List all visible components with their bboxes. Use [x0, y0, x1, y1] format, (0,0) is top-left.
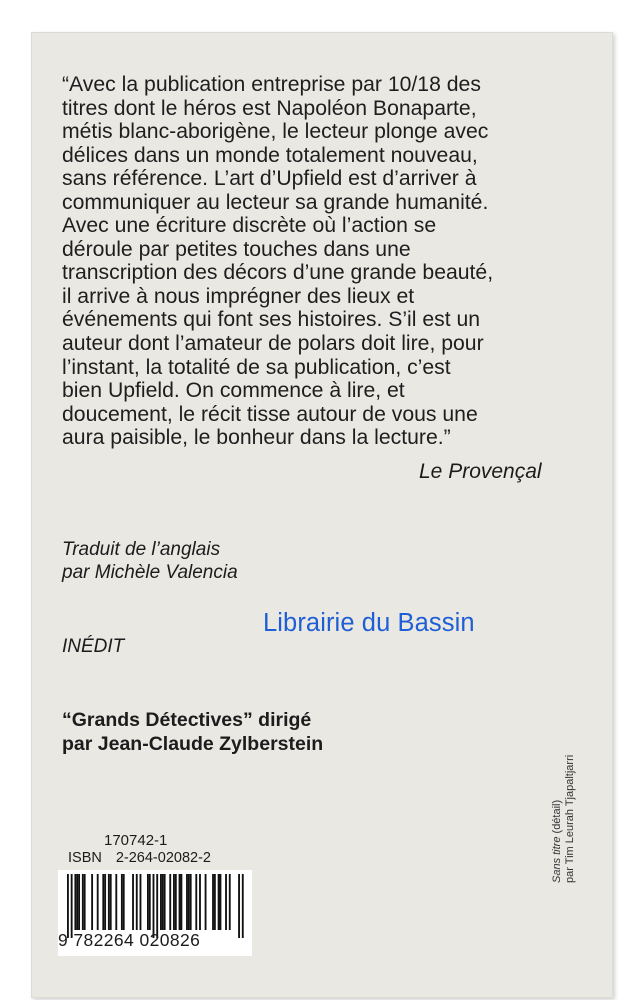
barcode-bar: [242, 874, 244, 938]
quote-line: transcription des décors d’une grande beauté,: [62, 261, 494, 285]
barcode-bar: [214, 874, 216, 930]
barcode-bar: [115, 874, 117, 930]
quote-line: bien Upfield. On commence à lire, et: [62, 379, 405, 403]
product-code: 170742-1: [104, 832, 168, 849]
collection-title: “Grands Détectives” dirigé: [62, 709, 312, 731]
barcode-bar: [164, 874, 166, 930]
barcode-bar: [173, 874, 175, 930]
barcode-bar: [180, 874, 182, 930]
barcode-bar: [78, 874, 80, 930]
quote-line: délices dans un monde totalement nouveau,: [62, 143, 478, 167]
barcode-bar: [199, 874, 201, 930]
cover-art-credit: [551, 755, 577, 883]
barcode-bar: [186, 874, 188, 930]
barcode-bar: [97, 874, 99, 930]
barcode-bar: [153, 874, 155, 938]
barcode-bar: [82, 874, 84, 930]
barcode-bar: [74, 874, 76, 930]
quote-line: communiquer au lecteur sa grande humanité.: [62, 190, 489, 214]
barcode-bar: [102, 874, 104, 930]
barcode-bar: [136, 874, 138, 930]
barcode-bar: [188, 874, 190, 930]
quote-line: déroule par petites touches dans une: [62, 237, 411, 261]
barcode-bar: [225, 874, 227, 930]
isbn-number: 2-264-02082-2: [115, 850, 211, 866]
quote-line: sans référence. L’art d’Upfield est d’arriver à: [62, 167, 477, 191]
barcode-bar: [71, 874, 73, 938]
review-quote: [62, 73, 602, 450]
barcode-bar: [218, 874, 220, 930]
translation-credit: [62, 538, 238, 584]
barcode-bar: [110, 874, 112, 930]
barcode-bar: [190, 874, 192, 930]
barcode-bar: [179, 874, 181, 930]
barcode-bar: [238, 874, 240, 938]
barcode-bar: [149, 874, 151, 930]
cover-art-title: Sans titre (détail): [551, 799, 563, 883]
isbn-row: [68, 850, 211, 866]
quote-line: événements qui font ses histoires. S’il est un: [62, 308, 481, 332]
translation-line-1: Traduit de l’anglais: [62, 539, 221, 560]
barcode-bar: [140, 874, 142, 930]
barcode-bar: [123, 874, 125, 930]
barcode-bar: [84, 874, 86, 930]
barcode-bar: [169, 874, 171, 930]
barcode-bar: [162, 874, 164, 930]
quote-line: métis blanc-aborigène, le lecteur plonge avec: [62, 120, 489, 144]
barcode-bar: [132, 874, 134, 930]
barcode-bar: [156, 874, 158, 938]
bookshop-stamp: Librairie du Bassin: [263, 609, 475, 637]
barcode-bar: [160, 874, 162, 930]
barcode-bar: [76, 874, 78, 930]
edition-note: INÉDIT: [62, 636, 125, 657]
barcode-bar: [147, 874, 149, 930]
quote-line: l’instant, la totalité de sa publication, c’est: [62, 355, 451, 379]
barcode-bar: [108, 874, 110, 930]
barcode-digits: 9 782264 020826: [58, 930, 201, 950]
barcode-bar: [91, 874, 93, 930]
quote-line: doucement, le récit tisse autour de vous une: [62, 402, 478, 426]
barcode-bar: [67, 874, 69, 938]
quote-line: Avec une écriture discrète où l’action se: [62, 214, 437, 238]
quote-line: titres dont le héros est Napoléon Bonaparte,: [62, 96, 477, 120]
quote-line: il arrive à nous imprégner des lieux et: [62, 284, 415, 308]
barcode-bar: [104, 874, 106, 930]
barcode-bar: [175, 874, 177, 930]
cover-artist: par Tim Leurah Tjapaltjarri: [564, 754, 576, 883]
collection-credit: [62, 708, 323, 756]
isbn-label: ISBN: [68, 850, 102, 866]
quote-source: Le Provençal: [419, 460, 542, 483]
quote-line: “Avec la publication entreprise par 10/18 des: [62, 73, 481, 96]
barcode-bar: [220, 874, 222, 930]
quote-line: auteur dont l’amateur de polars doit lire, pour: [62, 332, 484, 356]
barcode-bar: [212, 874, 214, 930]
barcode-bar: [195, 874, 197, 930]
collection-director: par Jean-Claude Zylberstein: [62, 733, 324, 755]
translator-name: par Michèle Valencia: [62, 562, 238, 583]
quote-line: aura paisible, le bonheur dans la lecture.”: [62, 426, 451, 450]
barcode-bar: [205, 874, 207, 930]
barcode-bar: [121, 874, 123, 930]
barcode-bar: [229, 874, 231, 930]
